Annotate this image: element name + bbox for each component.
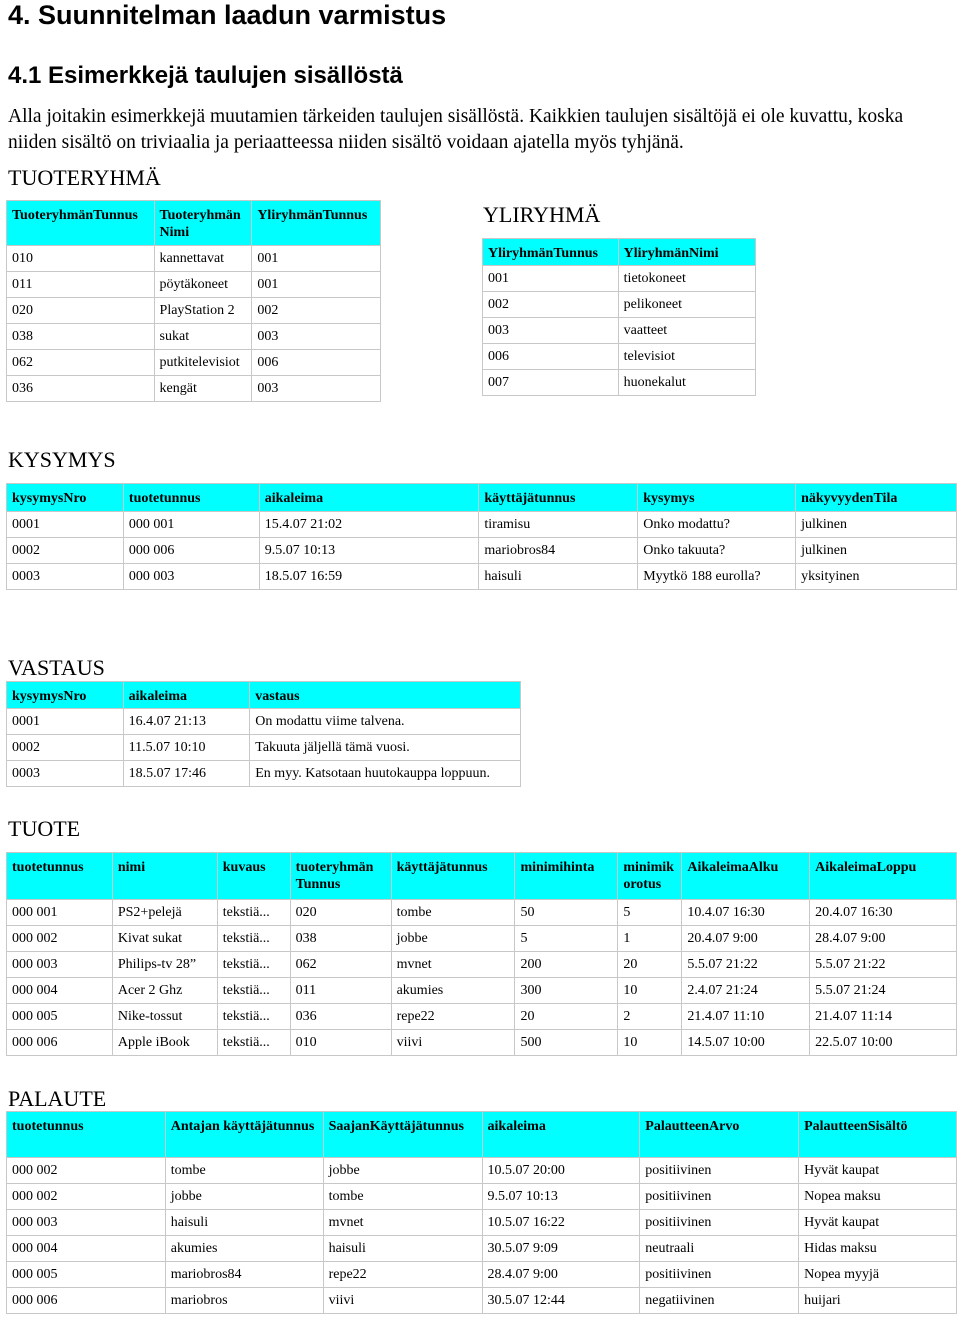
table-cell: viivi <box>323 1288 482 1314</box>
table-cell: positiivinen <box>640 1158 799 1184</box>
table-cell: 14.5.07 10:00 <box>682 1030 810 1056</box>
table-row <box>483 370 756 396</box>
table-cell: tekstiä... <box>217 900 290 926</box>
table-cell: 000 002 <box>7 1158 166 1184</box>
tuote-column-header: kuvaus <box>217 853 290 900</box>
tuoteryhma-title: TUOTERYHMÄ <box>8 165 161 190</box>
table-cell: mvnet <box>323 1210 482 1236</box>
table-row <box>483 292 756 318</box>
table-cell: 2 <box>618 1004 682 1030</box>
table-cell: 18.5.07 17:46 <box>123 761 250 787</box>
table-cell: 020 <box>290 900 391 926</box>
table-cell: 1 <box>618 926 682 952</box>
vastaus-title: VASTAUS <box>8 655 105 680</box>
table-cell: 011 <box>290 978 391 1004</box>
kysymys-title: KYSYMYS <box>8 447 116 472</box>
table-cell: On modattu viime talvena. <box>250 709 521 735</box>
table-row <box>7 761 521 787</box>
table-cell: 30.5.07 9:09 <box>482 1236 640 1262</box>
yliryhma-table <box>482 238 756 396</box>
tuote-column-header: AikaleimaAlku <box>682 853 810 900</box>
table-cell: haisuli <box>479 564 638 590</box>
tuoteryhma-column-header: Tuoteryhmän Nimi <box>154 201 252 246</box>
table-cell: 002 <box>252 298 381 324</box>
table-cell: 001 <box>252 272 381 298</box>
table-cell: 010 <box>7 246 155 272</box>
table-cell: 011 <box>7 272 155 298</box>
table-cell: Onko takuuta? <box>638 538 796 564</box>
table-cell: julkinen <box>796 538 957 564</box>
intro-paragraph: Alla joitakin esimerkkejä muutamien tärkeiden taulujen sisällöstä. Kaikkien taulujen sisältöjä ei ole kuvattu, koska niiden sisältö on triviaalia ja periaatteessa niiden sisältö voidaan ajatella myös tyhjänä. <box>8 106 904 153</box>
yliryhma-column-header: YliryhmänNimi <box>618 239 755 266</box>
table-cell: mariobros <box>165 1288 323 1314</box>
tuote-title: TUOTE <box>8 816 81 841</box>
table-cell: Hidas maksu <box>799 1236 957 1262</box>
table-cell: 11.5.07 10:10 <box>123 735 250 761</box>
table-cell: 0003 <box>7 564 124 590</box>
vastaus-table <box>6 681 521 787</box>
table-row <box>7 298 381 324</box>
table-row <box>7 564 957 590</box>
table-row <box>7 272 381 298</box>
table-cell: tekstiä... <box>217 1030 290 1056</box>
table-cell: huonekalut <box>618 370 755 396</box>
kysymys-column-header: tuotetunnus <box>123 484 259 512</box>
table-cell: Philips-tv 28” <box>112 952 217 978</box>
table-cell: haisuli <box>165 1210 323 1236</box>
table-cell: 020 <box>7 298 155 324</box>
table-cell: 0003 <box>7 761 124 787</box>
table-cell: haisuli <box>323 1236 482 1262</box>
palaute-column-header: PalautteenSisältö <box>799 1112 957 1158</box>
table-cell: 000 005 <box>7 1262 166 1288</box>
table-cell: 001 <box>252 246 381 272</box>
tuote-column-header: AikaleimaLoppu <box>810 853 957 900</box>
table-cell: 300 <box>515 978 618 1004</box>
table-row <box>7 1236 957 1262</box>
table-cell: vaatteet <box>618 318 755 344</box>
table-cell: 28.4.07 9:00 <box>482 1262 640 1288</box>
table-cell: 22.5.07 10:00 <box>810 1030 957 1056</box>
section-subheading: 4.1 Esimerkkejä taulujen sisällöstä <box>8 62 403 89</box>
table-cell: 000 006 <box>7 1030 113 1056</box>
palaute-column-header: PalautteenArvo <box>640 1112 799 1158</box>
table-cell: positiivinen <box>640 1210 799 1236</box>
table-cell: Hyvät kaupat <box>799 1158 957 1184</box>
table-cell: 10.4.07 16:30 <box>682 900 810 926</box>
palaute-column-header: tuotetunnus <box>7 1112 166 1158</box>
table-cell: Hyvät kaupat <box>799 1210 957 1236</box>
kysymys-table <box>6 483 957 590</box>
table-cell: Nopea maksu <box>799 1184 957 1210</box>
palaute-column-header: SaajanKäyttäjätunnus <box>323 1112 482 1158</box>
table-cell: 000 006 <box>7 1288 166 1314</box>
tuoteryhma-column-header: YliryhmänTunnus <box>252 201 381 246</box>
table-cell: 003 <box>252 376 381 402</box>
yliryhma-title: YLIRYHMÄ <box>483 202 601 227</box>
table-cell: Nike-tossut <box>112 1004 217 1030</box>
table-cell: 10 <box>618 978 682 1004</box>
kysymys-column-header: kysymys <box>638 484 796 512</box>
table-cell: tekstiä... <box>217 1004 290 1030</box>
table-cell: 062 <box>290 952 391 978</box>
table-cell: 2.4.07 21:24 <box>682 978 810 1004</box>
palaute-table <box>6 1111 957 1314</box>
table-cell: tombe <box>391 900 515 926</box>
table-cell: 000 003 <box>123 564 259 590</box>
table-row <box>483 344 756 370</box>
table-cell: 20.4.07 9:00 <box>682 926 810 952</box>
table-cell: 000 002 <box>7 1184 166 1210</box>
palaute-column-header: Antajan käyttäjätunnus <box>165 1112 323 1158</box>
palaute-column-header: aikaleima <box>482 1112 640 1158</box>
table-cell: televisiot <box>618 344 755 370</box>
tuote-column-header: minimihinta <box>515 853 618 900</box>
table-cell: tekstiä... <box>217 952 290 978</box>
table-cell: repe22 <box>323 1262 482 1288</box>
table-cell: 006 <box>252 350 381 376</box>
table-row <box>7 735 521 761</box>
table-cell: Kivat sukat <box>112 926 217 952</box>
table-cell: 036 <box>7 376 155 402</box>
table-cell: 0002 <box>7 735 124 761</box>
table-cell: 002 <box>483 292 619 318</box>
table-cell: Acer 2 Ghz <box>112 978 217 1004</box>
table-cell: kannettavat <box>154 246 252 272</box>
table-cell: tietokoneet <box>618 266 755 292</box>
table-cell: 036 <box>290 1004 391 1030</box>
table-cell: 15.4.07 21:02 <box>259 512 479 538</box>
table-cell: 16.4.07 21:13 <box>123 709 250 735</box>
table-cell: PlayStation 2 <box>154 298 252 324</box>
table-cell: 000 004 <box>7 978 113 1004</box>
table-row <box>7 538 957 564</box>
table-cell: 0002 <box>7 538 124 564</box>
table-cell: 5 <box>515 926 618 952</box>
vastaus-column-header: kysymysNro <box>7 682 124 709</box>
table-cell: pelikoneet <box>618 292 755 318</box>
table-row <box>7 709 521 735</box>
table-cell: Onko modattu? <box>638 512 796 538</box>
tuote-column-header: käyttäjätunnus <box>391 853 515 900</box>
table-row <box>7 900 957 926</box>
kysymys-column-header: kysymysNro <box>7 484 124 512</box>
tuote-column-header: tuotetunnus <box>7 853 113 900</box>
table-cell: 20.4.07 16:30 <box>810 900 957 926</box>
tuoteryhma-header-row <box>7 201 381 246</box>
kysymys-column-header: näkyvyydenTila <box>796 484 957 512</box>
table-cell: mvnet <box>391 952 515 978</box>
table-cell: 000 002 <box>7 926 113 952</box>
table-row <box>483 318 756 344</box>
table-row <box>7 1004 957 1030</box>
table-cell: 003 <box>483 318 619 344</box>
table-cell: Takuuta jäljellä tämä vuosi. <box>250 735 521 761</box>
table-row <box>7 926 957 952</box>
table-row <box>7 350 381 376</box>
table-cell: 003 <box>252 324 381 350</box>
table-row <box>483 266 756 292</box>
table-cell: julkinen <box>796 512 957 538</box>
table-row <box>7 376 381 402</box>
table-row <box>7 952 957 978</box>
table-cell: 10 <box>618 1030 682 1056</box>
table-cell: 9.5.07 10:13 <box>482 1184 640 1210</box>
table-cell: 9.5.07 10:13 <box>259 538 479 564</box>
table-cell: 000 003 <box>7 1210 166 1236</box>
table-cell: positiivinen <box>640 1184 799 1210</box>
vastaus-column-header: vastaus <box>250 682 521 709</box>
table-row <box>7 246 381 272</box>
table-cell: 200 <box>515 952 618 978</box>
tuote-table <box>6 852 957 1056</box>
table-cell: En myy. Katsotaan huutokauppa loppuun. <box>250 761 521 787</box>
palaute-title: PALAUTE <box>8 1086 107 1111</box>
table-cell: 28.4.07 9:00 <box>810 926 957 952</box>
table-cell: 006 <box>483 344 619 370</box>
table-cell: 50 <box>515 900 618 926</box>
tuoteryhma-table <box>6 200 381 402</box>
table-cell: jobbe <box>391 926 515 952</box>
table-cell: 038 <box>7 324 155 350</box>
table-cell: 5.5.07 21:24 <box>810 978 957 1004</box>
table-row <box>7 978 957 1004</box>
vastaus-header-row <box>7 682 521 709</box>
table-cell: putkitelevisiot <box>154 350 252 376</box>
table-cell: tekstiä... <box>217 926 290 952</box>
tuote-header-row <box>7 853 957 900</box>
table-cell: tombe <box>323 1184 482 1210</box>
table-cell: 5.5.07 21:22 <box>682 952 810 978</box>
table-cell: yksityinen <box>796 564 957 590</box>
table-cell: pöytäkoneet <box>154 272 252 298</box>
table-cell: 010 <box>290 1030 391 1056</box>
table-cell: 000 001 <box>123 512 259 538</box>
table-cell: 500 <box>515 1030 618 1056</box>
yliryhma-column-header: YliryhmänTunnus <box>483 239 619 266</box>
table-cell: viivi <box>391 1030 515 1056</box>
table-cell: 5.5.07 21:22 <box>810 952 957 978</box>
table-row <box>7 1184 957 1210</box>
kysymys-column-header: aikaleima <box>259 484 479 512</box>
tuote-column-header: tuoteryhmän Tunnus <box>290 853 391 900</box>
table-cell: 0001 <box>7 709 124 735</box>
tuoteryhma-column-header: TuoteryhmänTunnus <box>7 201 155 246</box>
tuote-column-header: minimik orotus <box>618 853 682 900</box>
table-row <box>7 512 957 538</box>
table-cell: 001 <box>483 266 619 292</box>
table-cell: Apple iBook <box>112 1030 217 1056</box>
table-cell: 000 003 <box>7 952 113 978</box>
table-cell: jobbe <box>165 1184 323 1210</box>
vastaus-column-header: aikaleima <box>123 682 250 709</box>
table-row <box>7 1262 957 1288</box>
table-cell: 20 <box>618 952 682 978</box>
table-cell: 0001 <box>7 512 124 538</box>
table-row <box>7 1288 957 1314</box>
tuote-column-header: nimi <box>112 853 217 900</box>
table-cell: mariobros84 <box>165 1262 323 1288</box>
table-cell: 000 006 <box>123 538 259 564</box>
table-cell: negatiivinen <box>640 1288 799 1314</box>
table-cell: mariobros84 <box>479 538 638 564</box>
table-cell: tekstiä... <box>217 978 290 1004</box>
table-cell: 5 <box>618 900 682 926</box>
table-cell: positiivinen <box>640 1262 799 1288</box>
kysymys-column-header: käyttäjätunnus <box>479 484 638 512</box>
palaute-header-row <box>7 1112 957 1158</box>
table-cell: tombe <box>165 1158 323 1184</box>
table-cell: 30.5.07 12:44 <box>482 1288 640 1314</box>
table-cell: neutraali <box>640 1236 799 1262</box>
table-row <box>7 1030 957 1056</box>
table-cell: akumies <box>391 978 515 1004</box>
table-cell: jobbe <box>323 1158 482 1184</box>
page-heading: 4. Suunnitelman laadun varmistus <box>8 0 447 30</box>
table-cell: repe22 <box>391 1004 515 1030</box>
table-row <box>7 1158 957 1184</box>
table-cell: tiramisu <box>479 512 638 538</box>
table-row <box>7 324 381 350</box>
table-cell: sukat <box>154 324 252 350</box>
table-cell: 10.5.07 20:00 <box>482 1158 640 1184</box>
table-cell: 21.4.07 11:10 <box>682 1004 810 1030</box>
table-cell: 21.4.07 11:14 <box>810 1004 957 1030</box>
table-cell: huijari <box>799 1288 957 1314</box>
table-cell: PS2+pelejä <box>112 900 217 926</box>
table-cell: 20 <box>515 1004 618 1030</box>
table-cell: akumies <box>165 1236 323 1262</box>
table-cell: 038 <box>290 926 391 952</box>
table-cell: 18.5.07 16:59 <box>259 564 479 590</box>
table-cell: 000 001 <box>7 900 113 926</box>
table-cell: Myytkö 188 eurolla? <box>638 564 796 590</box>
table-cell: 000 004 <box>7 1236 166 1262</box>
table-row <box>7 1210 957 1236</box>
yliryhma-header-row <box>483 239 756 266</box>
table-cell: 007 <box>483 370 619 396</box>
table-cell: Nopea myyjä <box>799 1262 957 1288</box>
table-cell: 062 <box>7 350 155 376</box>
kysymys-header-row <box>7 484 957 512</box>
table-cell: 000 005 <box>7 1004 113 1030</box>
table-cell: kengät <box>154 376 252 402</box>
table-cell: 10.5.07 16:22 <box>482 1210 640 1236</box>
